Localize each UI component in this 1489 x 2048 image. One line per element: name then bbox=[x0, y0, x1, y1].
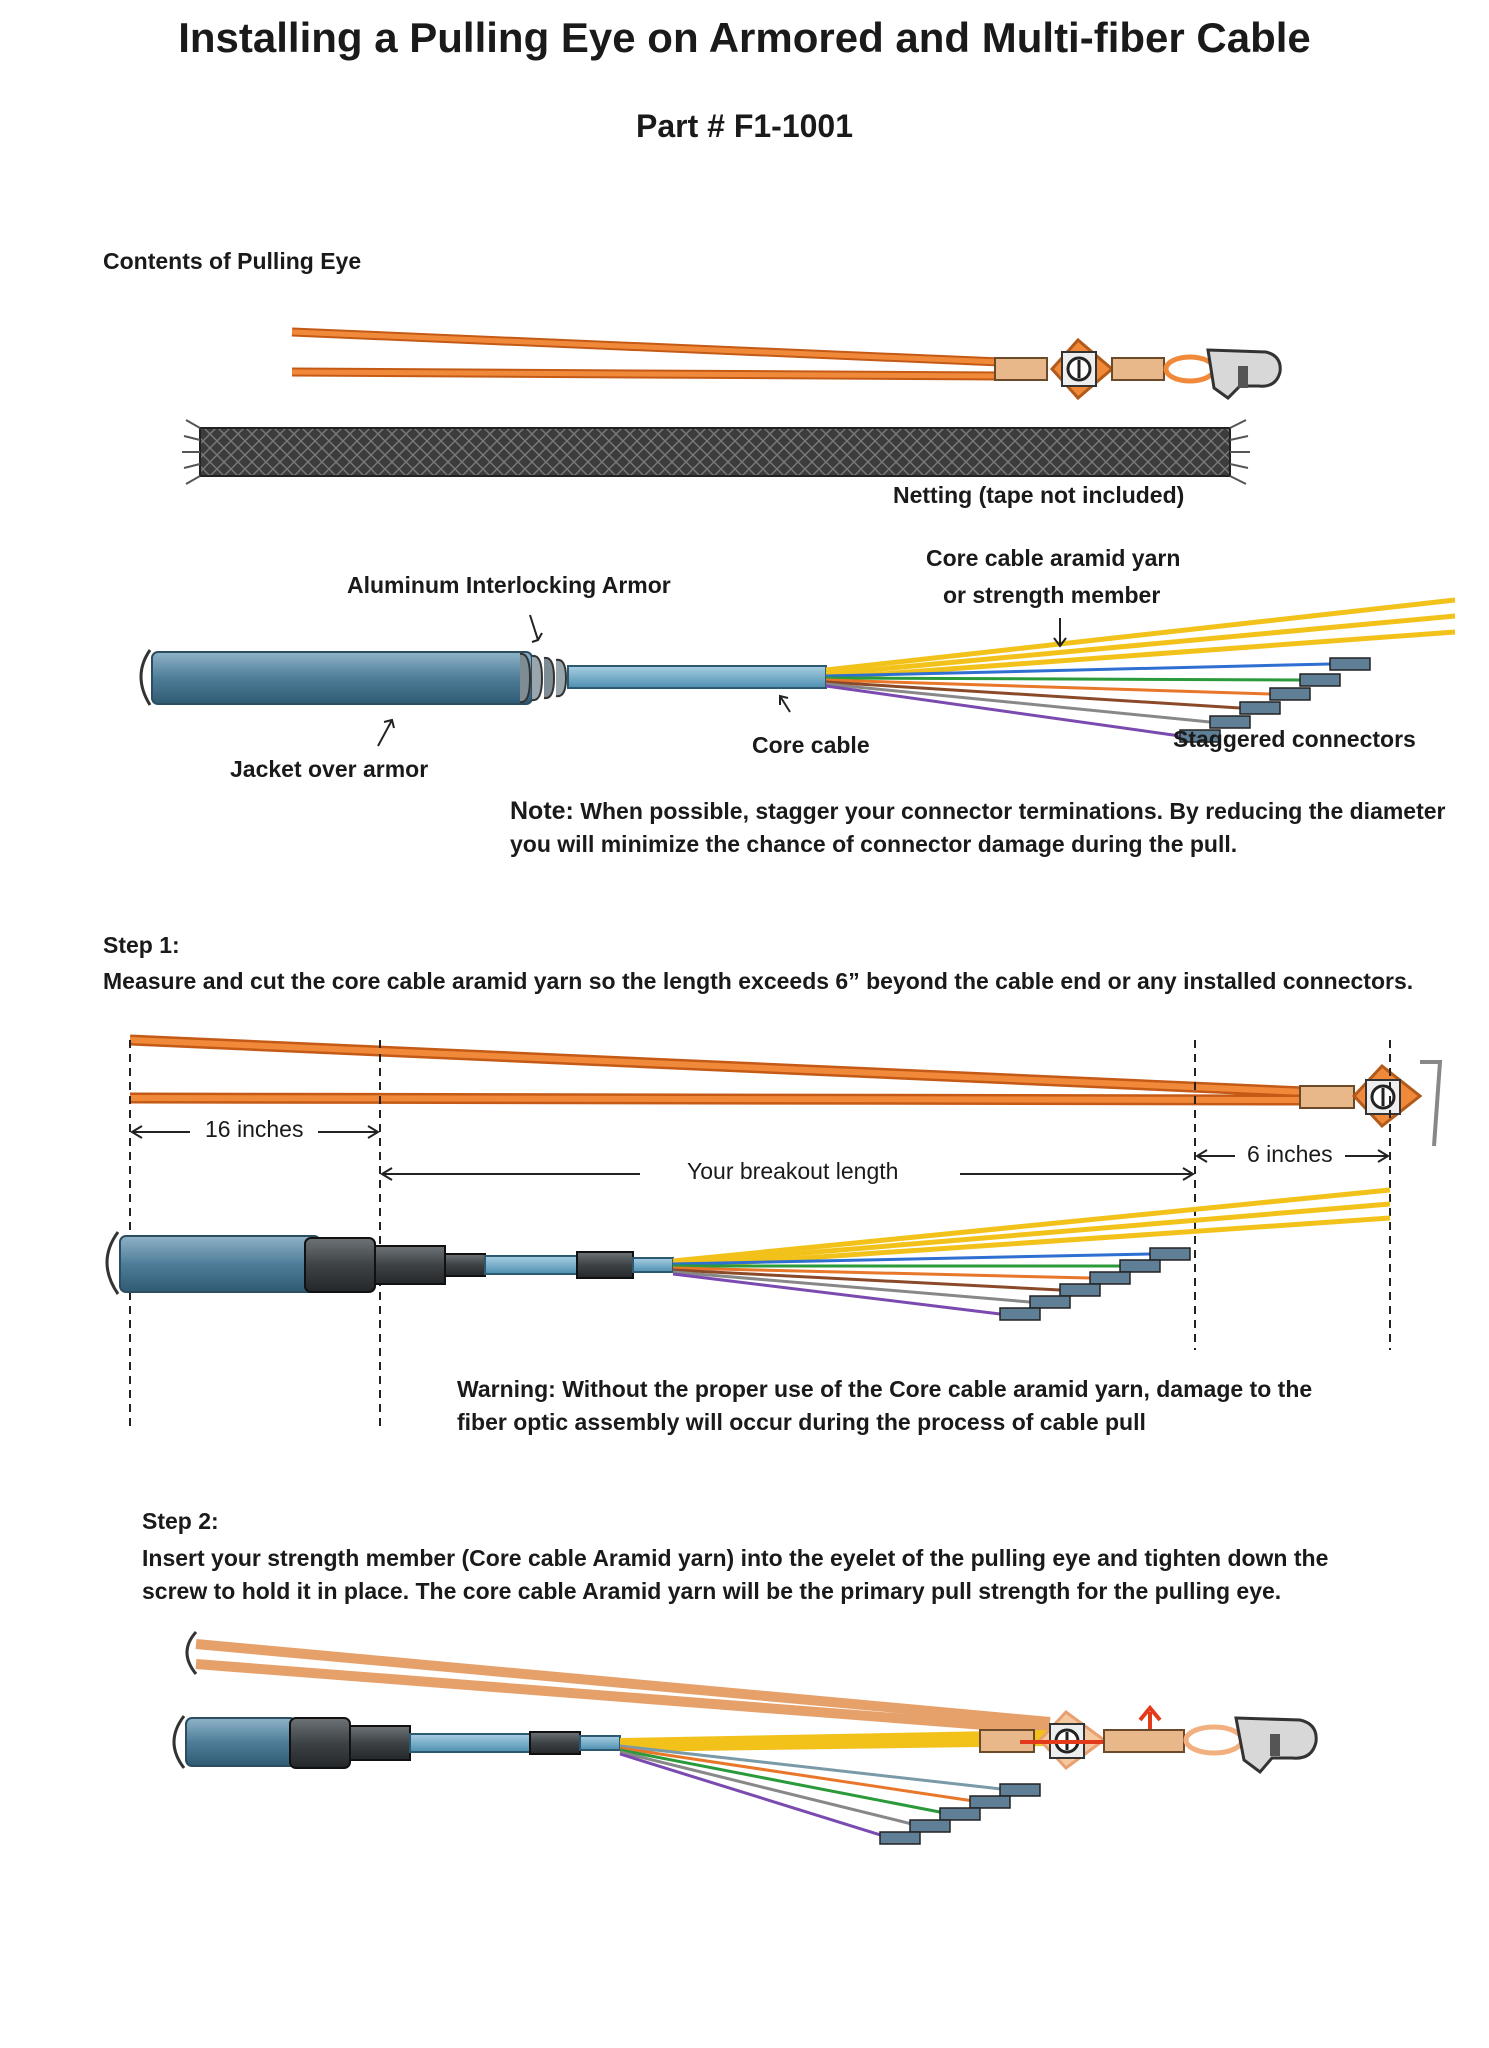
part-number: Part # F1-1001 bbox=[635, 108, 853, 144]
jacket-label: Jacket over armor bbox=[230, 756, 429, 782]
step1-diagram bbox=[107, 1040, 1440, 1430]
step2-diagram bbox=[174, 1632, 1316, 1844]
netting-sleeve bbox=[182, 420, 1250, 484]
page-title: Installing a Pulling Eye on Armored and Multi-fiber Cable bbox=[178, 14, 1311, 61]
dimension-6-inches: 6 inches bbox=[1247, 1141, 1333, 1167]
dimension-16-inches: 16 inches bbox=[205, 1116, 304, 1142]
warning-label: Warning: bbox=[457, 1376, 556, 1402]
step1-heading: Step 1: bbox=[103, 932, 180, 958]
dimension-breakout-length: Your breakout length bbox=[687, 1158, 899, 1184]
step2-heading: Step 2: bbox=[142, 1508, 219, 1534]
netting-label: Netting (tape not included) bbox=[893, 482, 1185, 508]
note-text: When possible, stagger your connector terminations. By reducing the diameter you will minimize the chance of connector damage during the pull. bbox=[510, 798, 1446, 857]
warning-text: Without the proper use of the Core cable aramid yarn, damage to the fiber optic assembly will occur during the process of cable pull bbox=[457, 1376, 1313, 1435]
staggered-connectors-label: Staggered connectors bbox=[1173, 726, 1416, 752]
aluminum-armor-label: Aluminum Interlocking Armor bbox=[347, 572, 671, 598]
armored-cable-diagram bbox=[141, 600, 1455, 746]
step1-text: Measure and cut the core cable aramid yarn so the length exceeds 6” beyond the cable end or any installed connectors. bbox=[103, 968, 1414, 994]
note-paragraph bbox=[510, 795, 1470, 861]
core-cable-label: Core cable bbox=[752, 732, 870, 758]
note-label: Note: bbox=[510, 797, 574, 825]
contents-heading: Contents of Pulling Eye bbox=[103, 248, 362, 274]
step2-text: Insert your strength member (Core cable Aramid yarn) into the eyelet of the pulling eye and tighten down the screw to hold it in place. The core cable Aramid yarn will be the primary pull strength for the pulling eye. bbox=[142, 1545, 1329, 1604]
warning-paragraph bbox=[457, 1373, 1357, 1439]
aramid-label-line2: or strength member bbox=[943, 582, 1161, 608]
aramid-label-line1: Core cable aramid yarn bbox=[926, 545, 1181, 571]
pulling-eye-contents bbox=[292, 332, 1280, 398]
